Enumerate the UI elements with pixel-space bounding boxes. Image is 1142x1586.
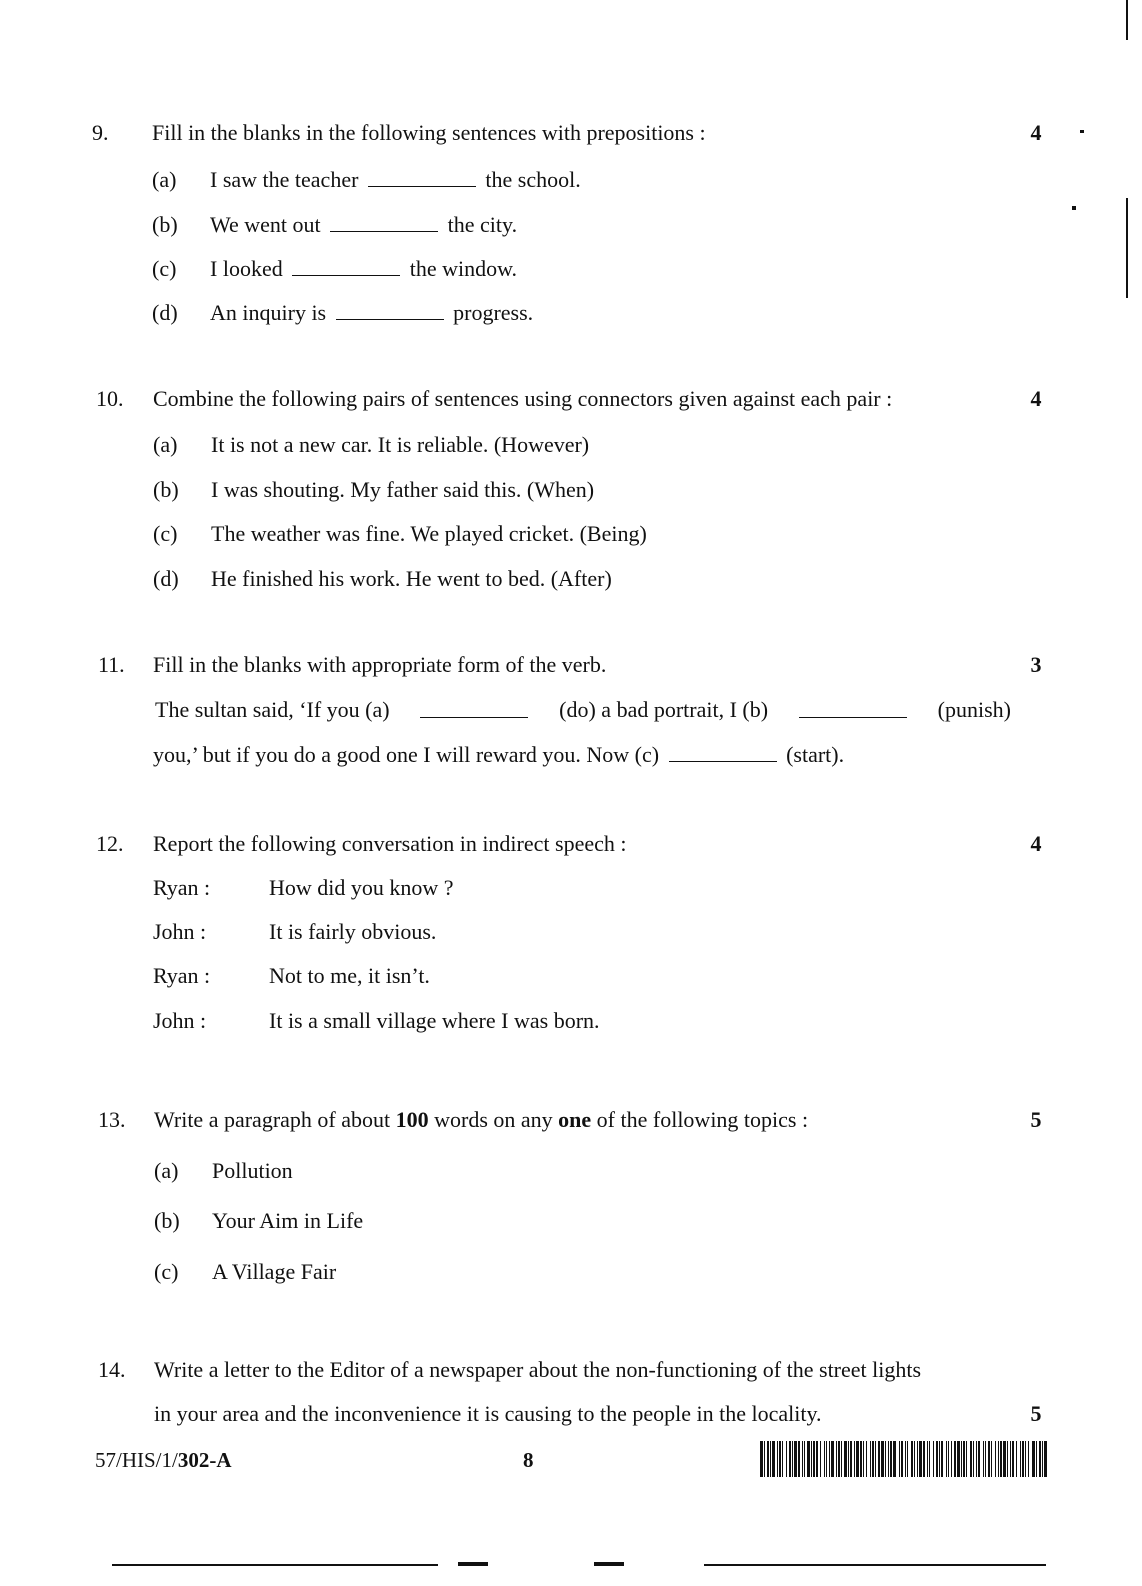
question-number: 9. bbox=[92, 120, 109, 145]
passage-text: The sultan said, ‘If you (a) bbox=[155, 697, 390, 722]
page-bottom-rule-mark bbox=[594, 1562, 624, 1566]
question-number: 13. bbox=[98, 1107, 126, 1132]
prompt-text: Write a paragraph of about bbox=[154, 1107, 391, 1132]
question-prompt: Fill in the blanks with appropriate form of the verb. bbox=[153, 652, 607, 677]
dialogue-line bbox=[153, 919, 436, 945]
question-prompt: Report the following conversation in indirect speech : bbox=[153, 831, 627, 856]
scan-edge-mark-top bbox=[1126, 0, 1128, 40]
prompt-text: words on any bbox=[434, 1107, 553, 1132]
answer-blank[interactable] bbox=[330, 230, 438, 232]
item-text: He finished his work. He went to bed. (After) bbox=[211, 566, 612, 591]
item-text: I was shouting. My father said this. (When) bbox=[211, 477, 595, 502]
answer-blank[interactable] bbox=[336, 318, 444, 320]
spoken-text: It is a small village where I was born. bbox=[269, 1008, 600, 1033]
answer-blank[interactable] bbox=[368, 185, 476, 187]
item-label: (c) bbox=[154, 1259, 179, 1284]
blank-sentence bbox=[152, 212, 517, 238]
passage-text: (start). bbox=[786, 742, 845, 767]
item-label: (d) bbox=[152, 300, 178, 325]
question-number: 11. bbox=[98, 652, 125, 677]
combine-item bbox=[153, 477, 594, 503]
question-marks: 4 bbox=[1030, 831, 1042, 856]
topic-item bbox=[154, 1158, 293, 1184]
answer-blank-a[interactable] bbox=[420, 716, 528, 718]
spoken-text: How did you know ? bbox=[269, 875, 454, 900]
question-prompt: Fill in the blanks in the following sentences with prepositions : bbox=[152, 120, 706, 145]
answer-blank-c[interactable] bbox=[669, 760, 777, 762]
topic-text: Your Aim in Life bbox=[212, 1208, 364, 1233]
sentence-start: I saw the teacher bbox=[210, 167, 359, 192]
barcode-stripe bbox=[1047, 1441, 1048, 1477]
question-prompt bbox=[154, 1107, 808, 1133]
speaker: Ryan : bbox=[153, 875, 211, 900]
paper-code bbox=[95, 1448, 232, 1473]
question-number: 10. bbox=[96, 386, 124, 411]
item-label: (d) bbox=[153, 566, 179, 591]
question-marks: 5 bbox=[1030, 1107, 1042, 1132]
answer-blank[interactable] bbox=[292, 274, 400, 276]
combine-item bbox=[153, 566, 612, 592]
scan-dot bbox=[1072, 206, 1076, 210]
page-bottom-rule-mark bbox=[458, 1562, 488, 1566]
sentence-end: progress. bbox=[453, 300, 534, 325]
prompt-word-count: 100 bbox=[395, 1107, 429, 1132]
item-label: (c) bbox=[153, 521, 178, 546]
paper-code-suffix: 302-A bbox=[177, 1448, 232, 1472]
speaker: Ryan : bbox=[153, 963, 211, 988]
verb-passage-line-1 bbox=[155, 697, 1011, 723]
blank-sentence bbox=[152, 167, 581, 193]
passage-text: (punish) bbox=[937, 697, 1011, 722]
item-text: It is not a new car. It is reliable. (However) bbox=[211, 432, 590, 457]
sentence-start: We went out bbox=[210, 212, 321, 237]
speaker: John : bbox=[153, 1008, 207, 1033]
question-prompt-line-2: in your area and the inconvenience it is causing to the people in the locality. bbox=[154, 1401, 822, 1426]
spoken-text: Not to me, it isn’t. bbox=[269, 963, 430, 988]
page-number: 8 bbox=[523, 1448, 534, 1472]
item-label: (c) bbox=[152, 256, 177, 281]
topic-item bbox=[154, 1208, 363, 1234]
item-label: (b) bbox=[152, 212, 178, 237]
question-marks: 3 bbox=[1030, 652, 1042, 677]
dialogue-line bbox=[153, 875, 454, 901]
topic-text: A Village Fair bbox=[212, 1259, 337, 1284]
dialogue-line bbox=[153, 963, 430, 989]
verb-passage-line-2 bbox=[153, 742, 844, 768]
paper-code-prefix: 57/HIS/1/ bbox=[95, 1448, 178, 1472]
question-marks: 4 bbox=[1030, 120, 1042, 145]
dialogue-line bbox=[153, 1008, 600, 1034]
question-prompt-line-1: Write a letter to the Editor of a newspaper about the non-functioning of the street lights bbox=[154, 1357, 922, 1382]
topic-item bbox=[154, 1259, 336, 1285]
sentence-end: the city. bbox=[447, 212, 518, 237]
page-bottom-rule-left bbox=[112, 1564, 438, 1566]
item-label: (b) bbox=[154, 1208, 180, 1233]
blank-sentence bbox=[152, 300, 533, 326]
item-label: (a) bbox=[152, 167, 177, 192]
topic-text: Pollution bbox=[212, 1158, 293, 1183]
scan-edge-mark-middle bbox=[1126, 198, 1128, 298]
item-text: The weather was fine. We played cricket. (Being) bbox=[211, 521, 647, 546]
speaker: John : bbox=[153, 919, 207, 944]
sentence-end: the window. bbox=[409, 256, 518, 281]
prompt-emphasis: one bbox=[558, 1107, 592, 1132]
question-number: 14. bbox=[98, 1357, 126, 1382]
item-label: (a) bbox=[153, 432, 178, 457]
combine-item bbox=[153, 521, 647, 547]
barcode bbox=[760, 1441, 1048, 1477]
question-marks: 5 bbox=[1030, 1401, 1042, 1426]
passage-text: you,’ but if you do a good one I will reward you. Now (c) bbox=[153, 742, 660, 767]
question-number: 12. bbox=[96, 831, 124, 856]
spoken-text: It is fairly obvious. bbox=[269, 919, 437, 944]
item-label: (a) bbox=[154, 1158, 179, 1183]
answer-blank-b[interactable] bbox=[799, 716, 907, 718]
blank-sentence bbox=[152, 256, 517, 282]
sentence-end: the school. bbox=[485, 167, 581, 192]
question-prompt: Combine the following pairs of sentences using connectors given against each pair : bbox=[153, 386, 893, 411]
prompt-text: of the following topics : bbox=[596, 1107, 809, 1132]
item-label: (b) bbox=[153, 477, 179, 502]
page-bottom-rule-right bbox=[704, 1564, 1046, 1566]
scan-dot bbox=[1080, 130, 1084, 133]
sentence-start: I looked bbox=[210, 256, 283, 281]
passage-text: (do) a bad portrait, I (b) bbox=[559, 697, 769, 722]
question-marks: 4 bbox=[1030, 386, 1042, 411]
sentence-start: An inquiry is bbox=[210, 300, 327, 325]
combine-item bbox=[153, 432, 589, 458]
